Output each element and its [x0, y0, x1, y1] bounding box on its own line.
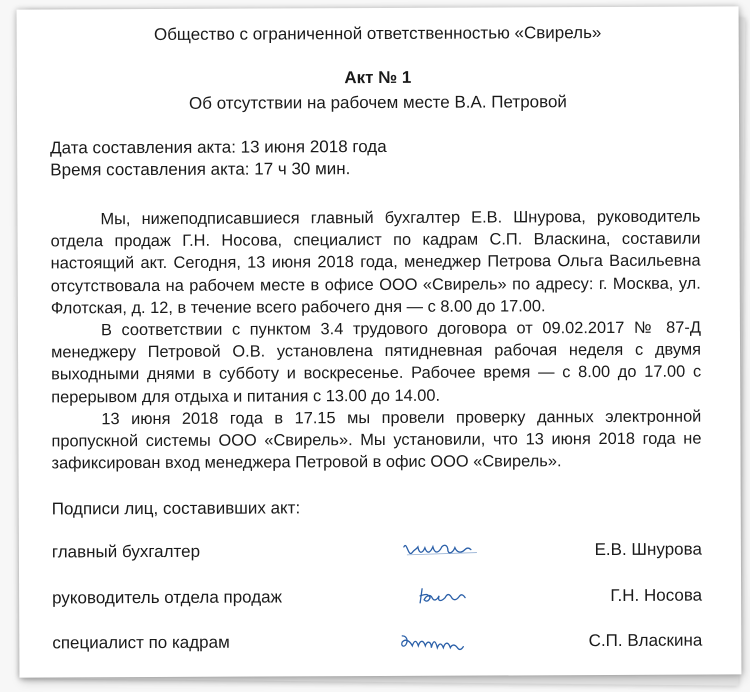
handwritten-signature	[382, 534, 502, 565]
handwritten-signature	[382, 580, 502, 611]
signature-row	[52, 534, 702, 567]
document-sheet	[17, 6, 742, 677]
act-subtitle: Об отсутствии на рабочем месте В.А. Петровой	[188, 92, 567, 113]
document-content	[17, 6, 742, 677]
act-body	[50, 206, 701, 475]
signer-name: Е.В. Шнурова	[594, 539, 702, 560]
signer-role: руководитель отдела продаж	[52, 587, 283, 608]
body-paragraph: Мы, нижеподписавшиеся главный бухгалтер Е.В. Шнурова, руководитель отдела продаж Г.Н. Носова, специалист по кадрам С.П. Власкина, составили настоящий акт. Сегодня, 13 июня 2018 года, менеджер Петрова Ольга Васильевна отсутствовала на рабочем месте в офисе ООО «Свирель» по адресу: г. Москва, ул. Флотская, д. 12, в течение всего рабочего дня — с 8.00 до 17.00.	[50, 207, 701, 318]
signer-role: специалист по кадрам	[52, 632, 230, 653]
act-title: Акт № 1	[344, 67, 412, 88]
act-date-line: Дата составления акта: 13 июня 2018 года	[50, 136, 387, 158]
signature-row	[52, 625, 702, 658]
signer-role: главный бухгалтер	[51, 541, 201, 562]
body-paragraph: 13 июня 2018 года в 17.15 мы провели проверку данных электронной пропускной системы ООО «Свирель». Мы установили, что 13 июня 2018 года не зафиксирован вход менеджера Петровой в офис ООО «Свирель».	[51, 407, 702, 473]
body-paragraph: В соответствии с пунктом 3.4 трудового договора от 09.02.2017 № 87-Д менеджеру Петровой О.В. установлена пятидневная рабочая неделя с двумя выходными днями в субботу и воскресенье. Рабочее время — с 8.00 до 17.00 с перерывом для отдыха и питания с 13.00 до 14.00.	[51, 318, 702, 407]
signature-row	[52, 580, 702, 613]
handwritten-signature	[382, 625, 502, 656]
organization-name: Общество с ограниченной ответственностью «Свирель»	[153, 23, 602, 44]
signer-name: Г.Н. Носова	[610, 585, 703, 605]
act-time-line: Время составления акта: 17 ч 30 мин.	[50, 159, 351, 180]
signer-name: С.П. Власкина	[588, 630, 703, 651]
signatures-heading: Подписи лиц, составивших акт:	[51, 498, 301, 519]
